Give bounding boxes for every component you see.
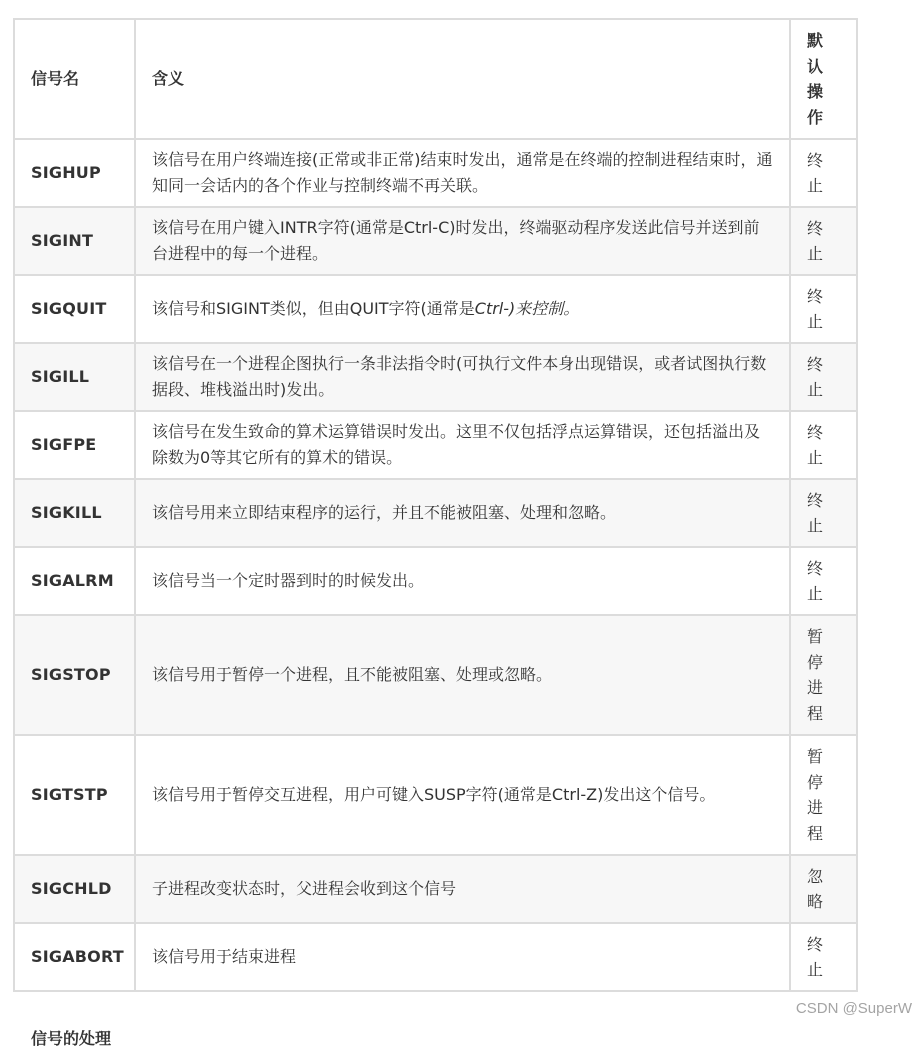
signal-action-text: 终止 [807,150,824,195]
signal-action-text: 终止 [807,354,824,399]
table-row [14,479,857,547]
signal-action-text: 终止 [807,286,824,331]
signal-meaning: 该信号在用户键入INTR字符(通常是Ctrl-C)时发出，终端驱动程序发送此信号并送到前台进程中的每一个进程。 [135,207,790,275]
signal-action [790,615,857,735]
table-row [14,275,857,343]
signal-action [790,275,857,343]
signal-name: SIGHUP [14,139,135,207]
signal-meaning-italic: Ctrl-)来控制。 [474,299,580,318]
signal-meaning: 该信号用于暂停交互进程，用户可键入SUSP字符(通常是Ctrl-Z)发出这个信号。 [135,735,790,855]
table-row [14,547,857,615]
signal-action-text: 暂停进程 [807,627,824,723]
table-row [14,855,857,923]
signal-action-text: 暂停进程 [807,747,824,843]
table-row [14,923,857,991]
header-meaning: 含义 [135,19,790,139]
table-row [14,343,857,411]
table-row [14,735,857,855]
table-row [14,139,857,207]
signal-meaning: 该信号在用户终端连接(正常或非正常)结束时发出，通常是在终端的控制进程结束时，通知同一会话内的各个作业与控制终端不再关联。 [135,139,790,207]
signal-meaning [135,275,790,343]
header-default-action [790,19,857,139]
next-section-heading-text: 信号的处理 [31,1029,112,1048]
signal-meaning: 该信号在一个进程企图执行一条非法指令时(可执行文件本身出现错误，或者试图执行数据段、堆栈溢出时)发出。 [135,343,790,411]
signal-name: SIGFPE [14,411,135,479]
signal-action-text: 终止 [807,934,824,979]
signal-name: SIGINT [14,207,135,275]
table-row [14,411,857,479]
signal-name: SIGCHLD [14,855,135,923]
signal-action-text: 忽略 [807,866,824,911]
signal-meaning: 该信号在发生致命的算术运算错误时发出。这里不仅包括浮点运算错误，还包括溢出及除数为0等其它所有的算术的错误。 [135,411,790,479]
signal-action [790,547,857,615]
next-section-heading [31,1016,131,1048]
signal-name: SIGALRM [14,547,135,615]
signal-name: SIGABORT [14,923,135,991]
signal-name: SIGKILL [14,479,135,547]
signal-action-text: 终止 [807,490,824,535]
signal-action-text: 终止 [807,558,824,603]
signal-action [790,923,857,991]
signal-action [790,343,857,411]
signal-action [790,411,857,479]
signal-meaning: 子进程改变状态时，父进程会收到这个信号 [135,855,790,923]
header-default-action-text: 默认操作 [807,31,824,127]
signal-meaning: 该信号用来立即结束程序的运行，并且不能被阻塞、处理和忽略。 [135,479,790,547]
signal-action [790,207,857,275]
signal-name: SIGQUIT [14,275,135,343]
signal-action-text: 终止 [807,422,824,467]
signal-meaning: 该信号用于暂停一个进程，且不能被阻塞、处理或忽略。 [135,615,790,735]
signal-name: SIGSTOP [14,615,135,735]
signal-meaning: 该信号用于结束进程 [135,923,790,991]
signal-meaning: 该信号当一个定时器到时的时候发出。 [135,547,790,615]
header-signal-name: 信号名 [14,19,135,139]
watermark: CSDN @SuperW [795,1000,912,1017]
signal-action [790,855,857,923]
table-row [14,207,857,275]
signal-table [13,18,858,992]
signal-action [790,139,857,207]
signal-action [790,735,857,855]
table-row [14,615,857,735]
signal-meaning-plain: 该信号和SIGINT类似，但由QUIT字符(通常是 [152,299,475,318]
signal-action-text: 终止 [807,218,824,263]
table-header-row [14,19,857,139]
signal-name: SIGTSTP [14,735,135,855]
signal-action [790,479,857,547]
signal-name: SIGILL [14,343,135,411]
